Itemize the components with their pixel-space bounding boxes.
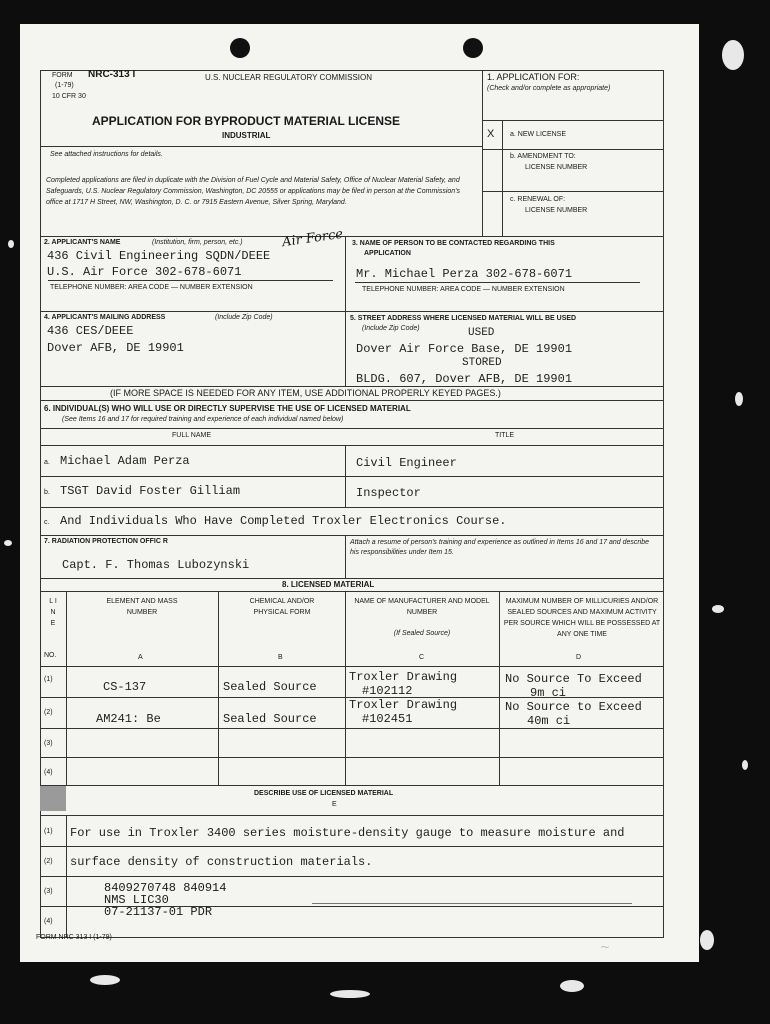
applicant-name: 436 Civil Engineering SQDN/DEEE — [47, 249, 271, 263]
col-letter-d: D — [576, 654, 582, 661]
item3-heading: 3. NAME OF PERSON TO BE CONTACTED REGARDING THIS — [352, 240, 555, 247]
material-element: AM241: Be — [96, 712, 161, 726]
form-cfr: 10 CFR 30 — [52, 93, 86, 100]
item4-hint: (Include Zip Code) — [215, 314, 273, 321]
individual-name: Michael Adam Perza — [60, 454, 190, 468]
amendment-label: b. AMENDMENT TO: — [510, 153, 576, 160]
form-number: NRC-313 I — [88, 69, 136, 80]
item2-hint: (Institution, firm, person, etc.) — [152, 239, 243, 246]
use-letter: E — [332, 801, 337, 808]
item6-hint: (See Items 16 and 17 for required training and experience of each individual named below) — [62, 416, 344, 423]
see-instructions: See attached instructions for details. — [50, 151, 163, 158]
use-row-no: (2) — [44, 858, 53, 865]
stamp-line-2: NMS LIC30 — [104, 893, 169, 907]
scan-noise — [735, 392, 743, 406]
col-full-name: FULL NAME — [172, 432, 212, 439]
material-model: #102451 — [362, 712, 413, 726]
new-license-label: a. NEW LICENSE — [510, 131, 567, 138]
item7-heading: 7. RADIATION PROTECTION OFFIC R — [44, 538, 168, 545]
used-label: USED — [468, 327, 495, 339]
new-license-checkbox[interactable]: X — [487, 128, 495, 140]
use-text: For use in Troxler 3400 series moisture-density gauge to measure moisture and — [70, 826, 625, 840]
individual-name: And Individuals Who Have Completed Troxler Electronics Course. — [60, 514, 507, 528]
material-form: Sealed Source — [223, 712, 317, 726]
stamp-line-1: 8409270748 840914 — [104, 881, 227, 895]
col-element: ELEMENT AND MASS NUMBER — [106, 598, 178, 616]
handwritten-initials: ~ — [600, 940, 611, 954]
individual-title: Civil Engineer — [356, 456, 457, 470]
col-chemical: CHEMICAL AND/OR PHYSICAL FORM — [249, 598, 315, 616]
material-maximum: No Source to Exceed — [505, 700, 642, 714]
item4-heading: 4. APPLICANT'S MAILING ADDRESS — [44, 314, 166, 321]
material-maximum: No Source To Exceed — [505, 672, 642, 686]
agency-name: U.S. NUCLEAR REGULATORY COMMISSION — [205, 73, 372, 82]
storage-address: BLDG. 607, Dover AFB, DE 19901 — [356, 372, 573, 386]
shaded-cell — [40, 786, 66, 811]
material-row-no: (1) — [44, 676, 53, 683]
material-row-no: (4) — [44, 769, 53, 776]
item3-phone-caption: TELEPHONE NUMBER: AREA CODE — NUMBER EXTENSION — [362, 286, 565, 293]
use-address: Dover Air Force Base, DE 19901 — [356, 342, 573, 356]
scan-noise — [560, 980, 584, 992]
applicant-phone: U.S. Air Force 302-678-6071 — [47, 265, 242, 279]
scan-noise — [90, 975, 120, 985]
individual-title: Inspector — [356, 486, 421, 500]
mailing-address-1: 436 CES/DEEE — [47, 324, 134, 338]
item1-heading: 1. APPLICATION FOR: — [487, 72, 580, 82]
material-activity: 9m ci — [530, 686, 567, 700]
more-space-note: (IF MORE SPACE IS NEEDED FOR ANY ITEM, USE ADDITIONAL PROPERLY KEYED PAGES.) — [110, 388, 501, 398]
stored-label: STORED — [462, 357, 502, 369]
form-label: FORM — [52, 72, 73, 79]
punch-hole — [463, 38, 483, 58]
use-heading: DESCRIBE USE OF LICENSED MATERIAL — [254, 790, 394, 797]
scan-noise — [4, 540, 12, 546]
form-title: APPLICATION FOR BYPRODUCT MATERIAL LICENSE — [92, 114, 401, 128]
filing-instructions: Completed applications are filed in duplicate with the Division of Fuel Cycle and Material Safety, Office of Nuclear Material Safety, and Safeguards, U.S. Nuclear Regulatory Commission, Washington, DC 20555 or applications may be filed in person at the Commission's office at 1717 H Street, NW, Washington, D. C. or 7915 Eastern Avenue, Silver Spring, Maryland. — [46, 177, 461, 206]
col-line: L I N E — [49, 598, 57, 627]
renewal-license-number: LICENSE NUMBER — [525, 207, 588, 214]
form-footer: FORM NRC 313 I (1-79) — [36, 934, 112, 941]
scan-noise — [700, 930, 714, 950]
material-manufacturer: Troxler Drawing — [349, 698, 458, 712]
row-key: a. — [44, 459, 50, 466]
row-key: b. — [44, 489, 50, 496]
material-form: Sealed Source — [223, 680, 317, 694]
item7-hint: Attach a resume of person's training and experience as outlined in Items 16 and 17 and describe his responsibilities under Item 15. — [350, 539, 650, 556]
item6-heading: 6. INDIVIDUAL(S) WHO WILL USE OR DIRECTLY SUPERVISE THE USE OF LICENSED MATERIAL — [44, 404, 411, 413]
material-activity: 40m ci — [527, 714, 571, 728]
contact-person: Mr. Michael Perza 302-678-6071 — [356, 267, 573, 281]
amendment-license-number: LICENSE NUMBER — [525, 164, 588, 171]
material-element: CS-137 — [103, 680, 147, 694]
material-model: #102112 — [362, 684, 413, 698]
individual-name: TSGT David Foster Gilliam — [60, 484, 241, 498]
scan-noise — [742, 760, 748, 770]
col-letter-c: C — [419, 654, 425, 661]
item3-heading-2: APPLICATION — [364, 250, 411, 257]
item2-phone-caption: TELEPHONE NUMBER: AREA CODE — NUMBER EXTENSION — [50, 284, 253, 291]
row-key: c. — [44, 519, 50, 526]
scan-noise — [712, 605, 724, 613]
use-row-no: (4) — [44, 918, 53, 925]
stamp-line-3: 07-21137-01 PDR — [104, 905, 213, 919]
item8-heading: 8. LICENSED MATERIAL — [282, 580, 375, 589]
punch-hole — [230, 38, 250, 58]
col-maximum: MAXIMUM NUMBER OF MILLICURIES AND/OR SEALED SOURCES AND MAXIMUM ACTIVITY PER SOURCE WHICH WILL BE POSSESSED AT ANY ONE TIME — [503, 598, 661, 638]
use-text: surface density of construction materials. — [70, 855, 373, 869]
scan-noise — [330, 990, 370, 998]
radiation-officer: Capt. F. Thomas Lubozynski — [62, 558, 250, 572]
item5-hint: (Include Zip Code) — [362, 325, 420, 332]
material-manufacturer: Troxler Drawing — [349, 670, 458, 684]
use-row-no: (1) — [44, 828, 53, 835]
form-revision: (1-79) — [55, 82, 74, 89]
col-manufacturer: NAME OF MANUFACTURER AND MODEL NUMBER — [354, 598, 490, 616]
col-title: TITLE — [495, 432, 515, 439]
item1-hint: (Check and/or complete as appropriate) — [487, 85, 611, 92]
renewal-label: c. RENEWAL OF: — [510, 196, 566, 203]
scan-noise — [8, 240, 14, 248]
mailing-address-2: Dover AFB, DE 19901 — [47, 341, 184, 355]
use-row-no: (3) — [44, 888, 53, 895]
col-manufacturer-hint: (If Sealed Source) — [393, 630, 451, 637]
material-row-no: (3) — [44, 740, 53, 747]
col-no: NO. — [44, 652, 57, 659]
form-subtitle: INDUSTRIAL — [222, 131, 271, 140]
item2-heading: 2. APPLICANT'S NAME — [44, 239, 121, 246]
handwritten-note: Air Force — [281, 226, 344, 251]
col-letter-a: A — [138, 654, 143, 661]
material-row-no: (2) — [44, 709, 53, 716]
col-letter-b: B — [278, 654, 283, 661]
item5-heading: 5. STREET ADDRESS WHERE LICENSED MATERIAL WILL BE USED — [350, 315, 577, 322]
scan-noise — [722, 40, 744, 70]
